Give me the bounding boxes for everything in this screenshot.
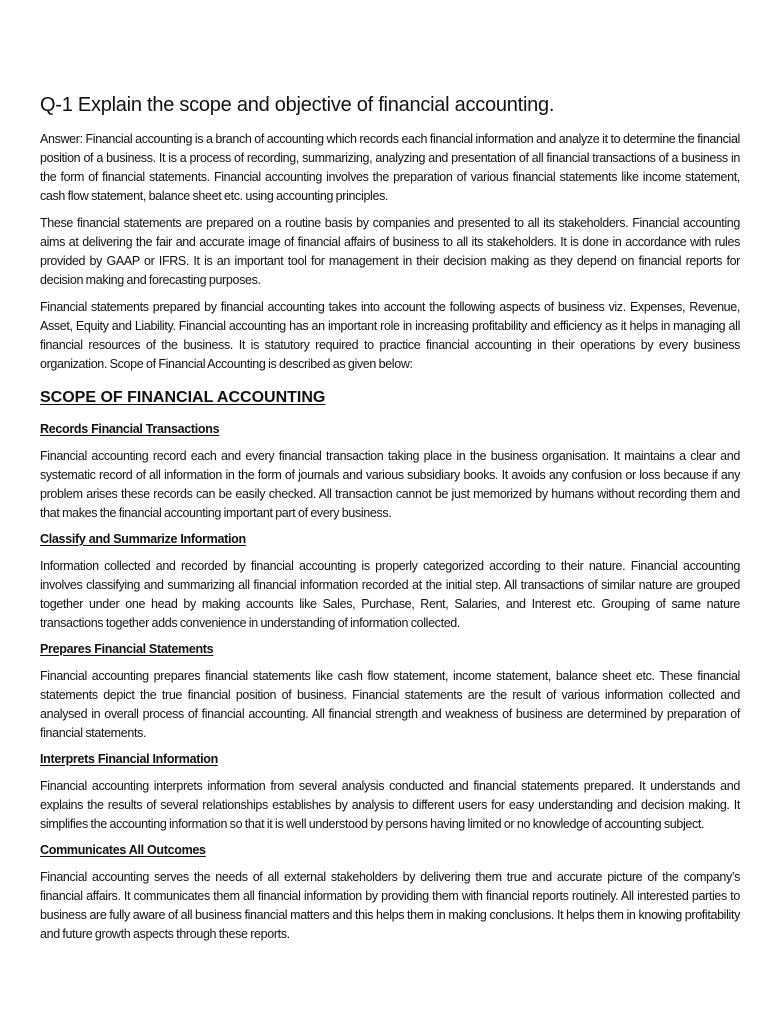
section-text-prepares: Financial accounting prepares financial statements like cash flow statement, income statement, balance sheet etc. These financial statements depict the true financial position of business. Financial statements are the result of various information collected and analysed in overall process of financial accounting. All financial strength and weakness of business are determined by preparation of financial statements. — [40, 669, 740, 740]
scope-section — [40, 641, 740, 743]
scope-section — [40, 421, 740, 523]
section-heading-interprets: Interprets Financial Information — [40, 752, 218, 766]
scope-section — [40, 842, 740, 944]
section-heading-communicates: Communicates All Outcomes — [40, 843, 206, 857]
scope-section — [40, 751, 740, 834]
section-heading-records: Records Financial Transactions — [40, 422, 220, 436]
section-text-classify: Information collected and recorded by financial accounting is properly categorized according to their nature. Financial accounting involves classifying and summarizing all financial information recorded at the initial step. All transactions of similar nature are grouped together under one head by making accounts like Sales, Purchase, Rent, Salaries, and Interest etc. Grouping of same nature transactions together adds convenience in understanding of information collected. — [40, 559, 740, 630]
section-text-communicates: Financial accounting serves the needs of all external stakeholders by delivering them true and accurate picture of the company’s financial affairs. It communicates them all financial information by providing them with financial reports routinely. All interested parties to business are fully aware of all business financial matters and this helps them in making conclusions. It helps them in knowing profitability and future growth aspects through these reports. — [40, 870, 740, 941]
intro-paragraph: Financial statements prepared by financial accounting takes into account the following aspects of business viz. Expenses, Revenue, Asset, Equity and Liability. Financial accounting has an important role in increasing profitability and efficiency as it helps in managing all financial resources of the business. It is statutory required to practice financial accounting in their operations by every business organization. Scope of Financial Accounting is described as given below: — [40, 300, 740, 371]
section-heading-prepares: Prepares Financial Statements — [40, 642, 214, 656]
section-text-records: Financial accounting record each and every financial transaction taking place in the business organisation. It maintains a clear and systematic record of all information in the form of journals and various subsidiary books. It avoids any confusion or loss because if any problem arises these records can be easily checked. All transaction cannot be just memorized by humans without recording them and that makes the financial accounting important part of every business. — [40, 449, 740, 520]
intro-paragraph: These financial statements are prepared on a routine basis by companies and presented to all its stakeholders. Financial accounting aims at delivering the fair and accurate image of financial affairs of business to all its stakeholders. It is done in accordance with rules provided by GAAP or IFRS. It is an important tool for management in their decision making as they depend on financial reports for decision making and forecasting purposes. — [40, 216, 740, 287]
scope-heading: SCOPE OF FINANCIAL ACCOUNTING — [40, 389, 326, 406]
section-text-interprets: Financial accounting interprets information from several analysis conducted and financial statements prepared. It understands and explains the results of several relationships establishes by analysis to different users for easy understanding and decision making. It simplifies the accounting information so that it is well understood by persons having limited or no knowledge of accounting subject. — [40, 779, 740, 831]
question-title: Q-1 Explain the scope and objective of financial accounting. — [40, 94, 555, 116]
intro-paragraph: Answer: Financial accounting is a branch of accounting which records each financial information and analyze it to determine the financial position of a business. It is a process of recording, summarizing, analyzing and presentation of all financial transactions of a business in the form of financial statements. Financial accounting involves the preparation of various financial statements like income statement, cash flow statement, balance sheet etc. using accounting principles. — [40, 132, 740, 203]
scope-section — [40, 531, 740, 633]
section-heading-classify: Classify and Summarize Information — [40, 532, 246, 546]
